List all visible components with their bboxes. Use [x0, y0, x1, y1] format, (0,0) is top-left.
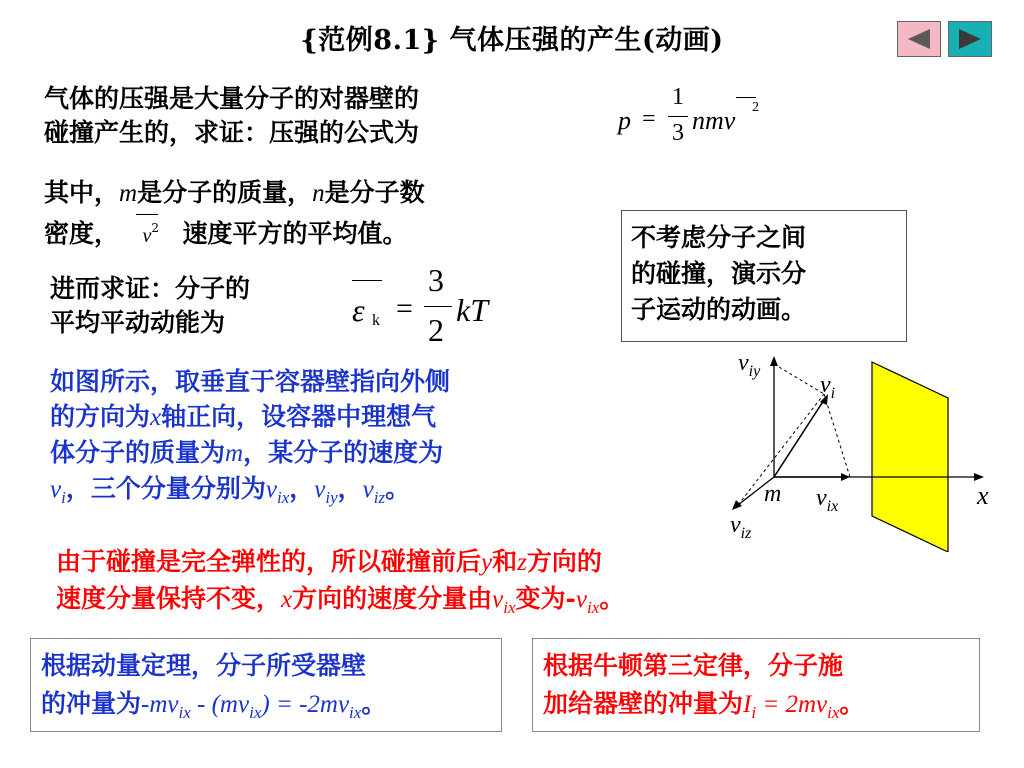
- setup-line-4: $v_i$，三个分量分别为$v_{ix}$，$v_{iy}$，$v_{iz}$。: [50, 474, 411, 507]
- container-wall: [872, 362, 948, 552]
- viz-label: $v_{iz}$: [730, 512, 752, 542]
- note-box: [621, 210, 907, 342]
- formula-p-den: 3: [672, 120, 684, 146]
- newton-line-2: 加给器壁的冲量为$I_i = 2mv_{ix}$。: [543, 689, 865, 722]
- viy-label: $v_{iy}$: [738, 352, 761, 380]
- mean-bar: [736, 97, 756, 98]
- energy-text: [50, 272, 250, 340]
- z-axis-arrow: [732, 500, 742, 510]
- intro-line-1: 气体的压强是大量分子的对器壁的: [44, 84, 420, 113]
- definitions-line-2: 密度， $v^2$ 速度平方的平均值。: [44, 211, 425, 253]
- note-line-1: 不考虑分子之间: [631, 223, 807, 252]
- x-axis-arrow: [974, 473, 984, 481]
- energy-formula: [350, 262, 510, 354]
- collision-line-2: 速度分量保持不变，x方向的速度分量由$v_{ix}$变为$-v_{ix}$。: [56, 584, 625, 617]
- formula-p-exp: 2: [752, 100, 759, 115]
- collision-text: [56, 544, 624, 626]
- note-line-2: 的碰撞，演示分: [631, 259, 807, 288]
- x-axis-label: x: [977, 481, 989, 510]
- formula-e-eps: ε: [352, 292, 365, 328]
- definitions-line-1: 其中，m是分子的质量，n是分子数: [44, 178, 425, 207]
- momentum-box: [30, 638, 502, 732]
- newton-line-1: 根据牛顿第三定律，分子施: [543, 651, 844, 680]
- intro-text: [44, 82, 419, 150]
- page-title: {范例8.1} 气体压强的产生(动画): [300, 25, 724, 56]
- v-squared-mean: $v^2$: [128, 211, 174, 253]
- newton-box: [532, 638, 980, 732]
- setup-line-2: 的方向为x轴正向，设容器中理想气: [50, 402, 437, 431]
- formula-p-rhs: nmv: [692, 106, 736, 135]
- next-slide-button[interactable]: [948, 21, 992, 57]
- setup-text: [50, 364, 450, 515]
- formula-p-lhs: p: [618, 106, 631, 135]
- momentum-line-1: 根据动量定理，分子所受器壁: [41, 651, 367, 680]
- formula-e-sub: k: [372, 312, 380, 329]
- formula-p-eq: =: [642, 106, 656, 132]
- triangle-right-icon: [955, 26, 985, 52]
- momentum-line-2: 的冲量为$-mv_{ix} - (mv_{ix}) = -2mv_{ix}$。: [41, 689, 387, 722]
- energy-line-1: 进而求证：分子的: [50, 274, 251, 303]
- formula-p-num: 1: [672, 84, 684, 110]
- mean-bar: [352, 280, 382, 281]
- formula-e-den: 2: [428, 312, 444, 348]
- vi-label: $v_i$: [820, 372, 836, 402]
- collision-line-1: 由于碰撞是完全弹性的，所以碰撞前后y和z方向的: [56, 547, 602, 576]
- formula-e-rhs: kT: [456, 292, 488, 328]
- definitions-text: [44, 176, 425, 253]
- velocity-vector: [774, 400, 824, 477]
- formula-e-num: 3: [428, 262, 444, 298]
- fraction-bar: [668, 116, 688, 117]
- projection-dash-1: [774, 364, 824, 394]
- formula-e-eq: =: [396, 292, 413, 325]
- intro-line-2: 碰撞产生的，求证：压强的公式为: [44, 118, 420, 147]
- velocity-diagram: [700, 352, 1010, 552]
- setup-line-1: 如图所示，取垂直于容器壁指向外侧: [50, 367, 451, 396]
- projection-dash-2: [824, 394, 850, 477]
- vix-label: $v_{ix}$: [816, 485, 839, 515]
- vix-arrowhead: [841, 473, 850, 481]
- energy-line-2: 平均平动动能为: [50, 308, 226, 337]
- fraction-bar: [424, 306, 452, 307]
- mass-label: m: [764, 481, 782, 507]
- triangle-left-icon: [904, 26, 934, 52]
- note-line-3: 子运动的动画。: [631, 295, 807, 324]
- prev-slide-button[interactable]: [897, 21, 941, 57]
- pressure-formula: [618, 84, 778, 158]
- setup-line-3: 体分子的质量为m，某分子的速度为: [50, 438, 444, 467]
